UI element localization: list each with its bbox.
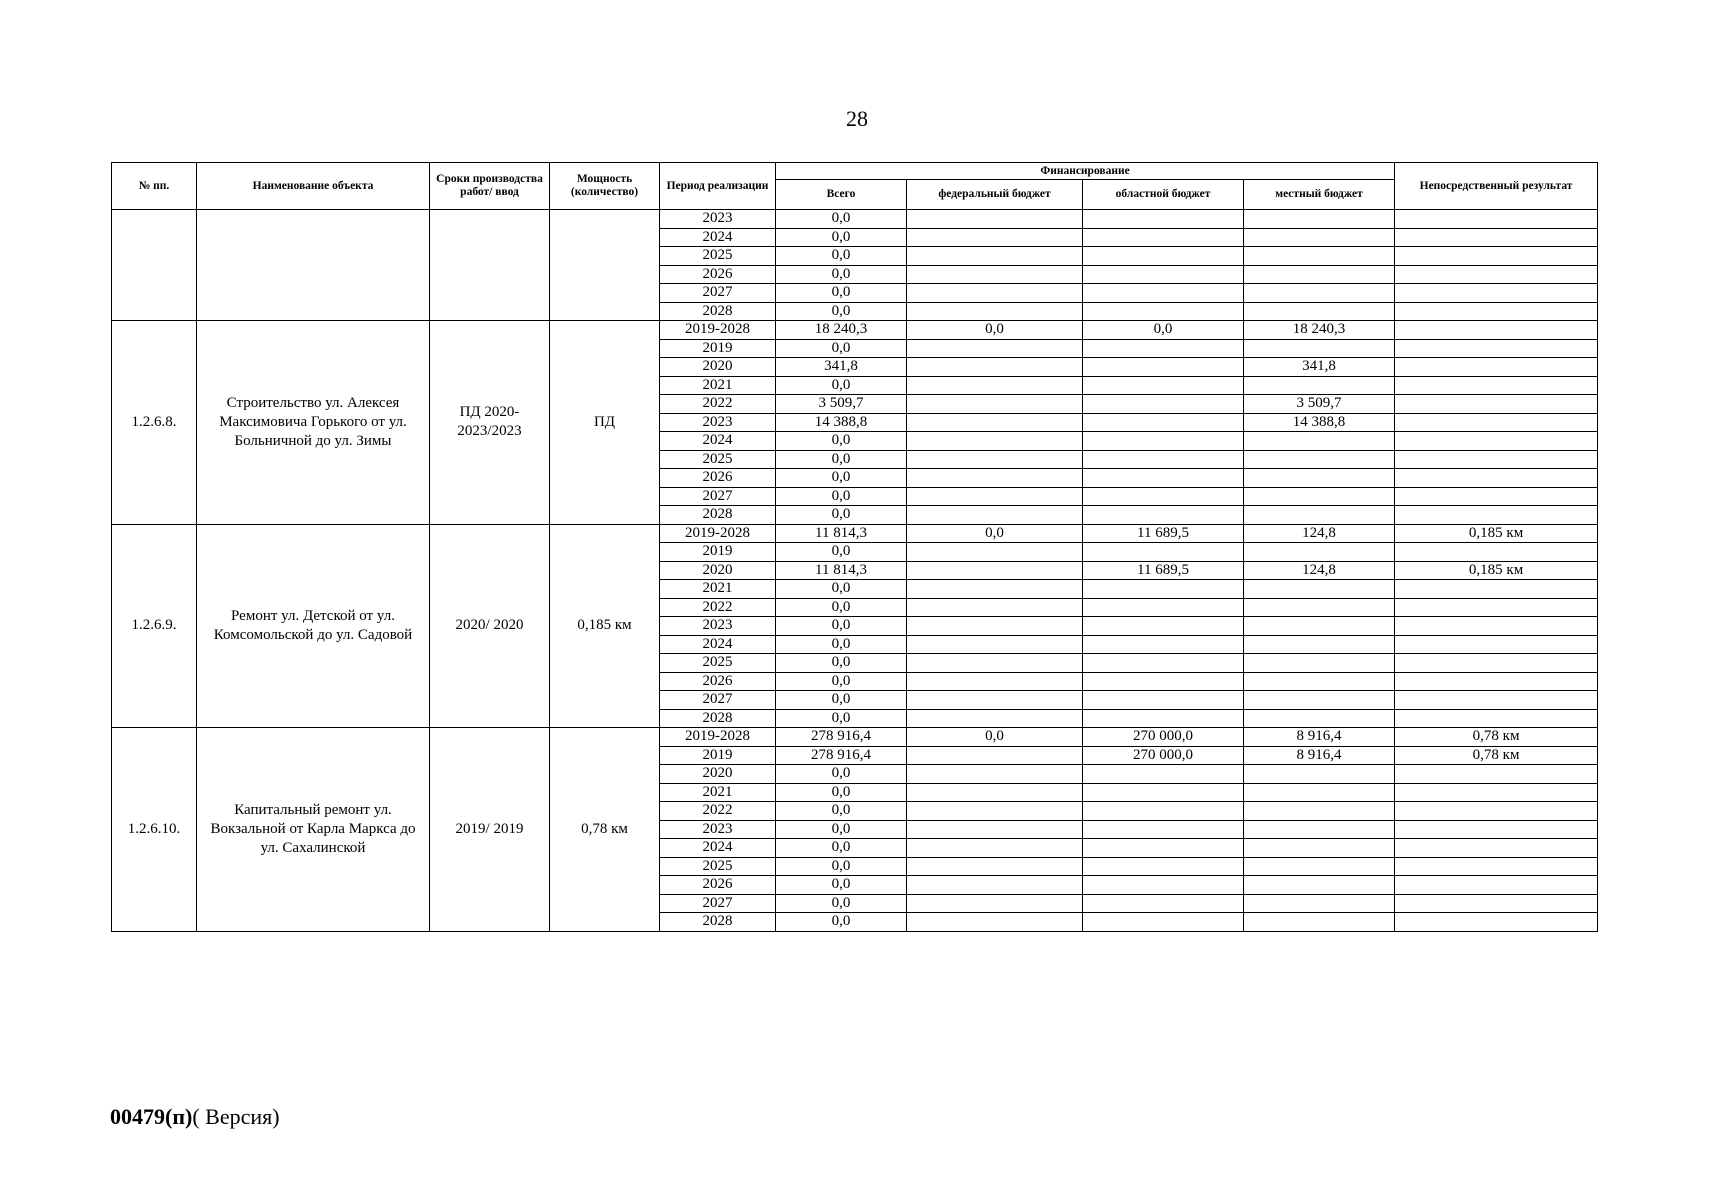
cell-object-name: Капитальный ремонт ул. Вокзальной от Карла Маркса до ул. Сахалинской (197, 728, 430, 932)
cell-federal (907, 247, 1083, 266)
cell-federal (907, 802, 1083, 821)
cell-total: 0,0 (776, 802, 907, 821)
cell-period: 2028 (660, 302, 776, 321)
cell-result (1395, 321, 1598, 340)
cell-federal (907, 339, 1083, 358)
cell-period: 2019 (660, 339, 776, 358)
cell-local (1244, 839, 1395, 858)
cell-regional (1083, 395, 1244, 414)
cell-total: 278 916,4 (776, 728, 907, 747)
cell-local (1244, 265, 1395, 284)
cell-capacity: 0,185 км (550, 524, 660, 728)
cell-federal: 0,0 (907, 728, 1083, 747)
cell-local (1244, 432, 1395, 451)
cell-local (1244, 691, 1395, 710)
cell-result (1395, 876, 1598, 895)
cell-local (1244, 635, 1395, 654)
cell-federal (907, 469, 1083, 488)
cell-regional (1083, 857, 1244, 876)
document-footer (110, 1104, 280, 1130)
cell-local (1244, 617, 1395, 636)
cell-object-name (197, 210, 430, 321)
cell-total: 0,0 (776, 765, 907, 784)
cell-result (1395, 506, 1598, 525)
cell-regional (1083, 358, 1244, 377)
cell-period: 2028 (660, 913, 776, 932)
cell-local (1244, 598, 1395, 617)
cell-period: 2021 (660, 783, 776, 802)
cell-period: 2028 (660, 506, 776, 525)
cell-total: 0,0 (776, 672, 907, 691)
cell-result (1395, 617, 1598, 636)
table-row (112, 728, 1598, 747)
cell-period: 2023 (660, 820, 776, 839)
cell-regional (1083, 894, 1244, 913)
cell-period: 2024 (660, 635, 776, 654)
cell-total: 0,0 (776, 247, 907, 266)
cell-federal (907, 598, 1083, 617)
cell-period: 2022 (660, 395, 776, 414)
cell-federal (907, 820, 1083, 839)
cell-regional: 11 689,5 (1083, 524, 1244, 543)
cell-result (1395, 395, 1598, 414)
cell-federal (907, 543, 1083, 562)
cell-federal (907, 580, 1083, 599)
cell-total: 0,0 (776, 876, 907, 895)
cell-local (1244, 654, 1395, 673)
cell-regional (1083, 339, 1244, 358)
cell-result (1395, 228, 1598, 247)
cell-period: 2019-2028 (660, 524, 776, 543)
cell-period: 2020 (660, 561, 776, 580)
header-name: Наименование объекта (197, 163, 430, 210)
cell-result: 0,185 км (1395, 561, 1598, 580)
cell-terms (430, 210, 550, 321)
cell-local (1244, 543, 1395, 562)
cell-federal (907, 672, 1083, 691)
cell-regional (1083, 709, 1244, 728)
cell-result (1395, 839, 1598, 858)
cell-period: 2027 (660, 284, 776, 303)
cell-local (1244, 376, 1395, 395)
header-local: местный бюджет (1244, 180, 1395, 210)
cell-num: 1.2.6.9. (112, 524, 197, 728)
cell-regional (1083, 247, 1244, 266)
cell-federal (907, 839, 1083, 858)
cell-federal (907, 284, 1083, 303)
cell-regional (1083, 265, 1244, 284)
cell-federal (907, 487, 1083, 506)
table-row (112, 321, 1598, 340)
cell-federal: 0,0 (907, 321, 1083, 340)
cell-result (1395, 247, 1598, 266)
cell-federal (907, 857, 1083, 876)
cell-period: 2023 (660, 617, 776, 636)
cell-local (1244, 339, 1395, 358)
header-federal: федеральный бюджет (907, 180, 1083, 210)
cell-total: 0,0 (776, 302, 907, 321)
header-result: Непосредственный результат (1395, 163, 1598, 210)
cell-period: 2022 (660, 598, 776, 617)
cell-period: 2019-2028 (660, 321, 776, 340)
cell-federal (907, 358, 1083, 377)
cell-result (1395, 284, 1598, 303)
cell-total: 341,8 (776, 358, 907, 377)
cell-result (1395, 820, 1598, 839)
cell-result (1395, 913, 1598, 932)
cell-local: 124,8 (1244, 561, 1395, 580)
cell-total: 0,0 (776, 783, 907, 802)
cell-regional (1083, 672, 1244, 691)
table-row (112, 210, 1598, 229)
cell-period: 2021 (660, 376, 776, 395)
cell-result: 0,185 км (1395, 524, 1598, 543)
cell-total: 0,0 (776, 376, 907, 395)
cell-local: 3 509,7 (1244, 395, 1395, 414)
cell-federal: 0,0 (907, 524, 1083, 543)
footer-version: ( Версия) (192, 1104, 280, 1129)
cell-regional (1083, 228, 1244, 247)
cell-period: 2025 (660, 654, 776, 673)
cell-regional (1083, 765, 1244, 784)
cell-total: 11 814,3 (776, 561, 907, 580)
cell-total: 0,0 (776, 691, 907, 710)
header-terms: Сроки производства работ/ ввод (430, 163, 550, 210)
cell-local (1244, 487, 1395, 506)
cell-federal (907, 506, 1083, 525)
cell-result (1395, 302, 1598, 321)
cell-object-name: Ремонт ул. Детской от ул. Комсомольской до ул. Садовой (197, 524, 430, 728)
cell-result (1395, 432, 1598, 451)
cell-total: 14 388,8 (776, 413, 907, 432)
cell-period: 2026 (660, 265, 776, 284)
cell-regional (1083, 413, 1244, 432)
cell-terms: 2020/ 2020 (430, 524, 550, 728)
cell-regional (1083, 543, 1244, 562)
cell-total: 278 916,4 (776, 746, 907, 765)
cell-local (1244, 783, 1395, 802)
cell-total: 0,0 (776, 913, 907, 932)
cell-local (1244, 284, 1395, 303)
cell-result (1395, 654, 1598, 673)
cell-regional (1083, 783, 1244, 802)
cell-result (1395, 413, 1598, 432)
cell-period: 2024 (660, 432, 776, 451)
footer-code: 00479(п) (110, 1104, 193, 1129)
cell-result (1395, 265, 1598, 284)
cell-federal (907, 691, 1083, 710)
cell-local (1244, 469, 1395, 488)
cell-regional (1083, 469, 1244, 488)
cell-result (1395, 358, 1598, 377)
cell-total: 0,0 (776, 543, 907, 562)
cell-result (1395, 894, 1598, 913)
cell-period: 2027 (660, 894, 776, 913)
cell-total: 0,0 (776, 709, 907, 728)
cell-period: 2027 (660, 691, 776, 710)
cell-period: 2025 (660, 247, 776, 266)
cell-num: 1.2.6.10. (112, 728, 197, 932)
cell-federal (907, 395, 1083, 414)
cell-regional (1083, 376, 1244, 395)
cell-total: 0,0 (776, 228, 907, 247)
cell-capacity: 0,78 км (550, 728, 660, 932)
cell-local: 8 916,4 (1244, 746, 1395, 765)
cell-result (1395, 543, 1598, 562)
cell-federal (907, 913, 1083, 932)
cell-regional (1083, 487, 1244, 506)
cell-local: 341,8 (1244, 358, 1395, 377)
cell-federal (907, 617, 1083, 636)
cell-period: 2026 (660, 876, 776, 895)
cell-total: 0,0 (776, 654, 907, 673)
cell-local (1244, 894, 1395, 913)
cell-local: 8 916,4 (1244, 728, 1395, 747)
cell-capacity (550, 210, 660, 321)
cell-federal (907, 228, 1083, 247)
cell-result (1395, 857, 1598, 876)
cell-federal (907, 894, 1083, 913)
cell-period: 2020 (660, 765, 776, 784)
cell-total: 0,0 (776, 210, 907, 229)
cell-result (1395, 802, 1598, 821)
cell-total: 0,0 (776, 265, 907, 284)
cell-federal (907, 635, 1083, 654)
cell-period: 2025 (660, 857, 776, 876)
cell-period: 2026 (660, 469, 776, 488)
cell-federal (907, 746, 1083, 765)
cell-regional (1083, 580, 1244, 599)
cell-local: 124,8 (1244, 524, 1395, 543)
cell-regional (1083, 820, 1244, 839)
cell-total: 0,0 (776, 432, 907, 451)
cell-regional: 270 000,0 (1083, 728, 1244, 747)
cell-result (1395, 580, 1598, 599)
cell-regional (1083, 210, 1244, 229)
cell-result (1395, 783, 1598, 802)
cell-local (1244, 802, 1395, 821)
table-body (112, 210, 1598, 932)
cell-regional: 270 000,0 (1083, 746, 1244, 765)
cell-period: 2028 (660, 709, 776, 728)
cell-regional (1083, 691, 1244, 710)
cell-regional (1083, 302, 1244, 321)
cell-result (1395, 339, 1598, 358)
cell-terms: ПД 2020-2023/2023 (430, 321, 550, 525)
table-row (112, 524, 1598, 543)
cell-result (1395, 709, 1598, 728)
cell-regional (1083, 432, 1244, 451)
cell-total: 0,0 (776, 450, 907, 469)
cell-result (1395, 635, 1598, 654)
cell-period: 2021 (660, 580, 776, 599)
cell-result: 0,78 км (1395, 728, 1598, 747)
cell-federal (907, 302, 1083, 321)
cell-federal (907, 783, 1083, 802)
cell-local (1244, 506, 1395, 525)
cell-period: 2019 (660, 543, 776, 562)
cell-result (1395, 691, 1598, 710)
cell-regional (1083, 802, 1244, 821)
cell-local (1244, 913, 1395, 932)
cell-total: 0,0 (776, 839, 907, 858)
cell-local (1244, 210, 1395, 229)
cell-total: 11 814,3 (776, 524, 907, 543)
cell-period: 2023 (660, 210, 776, 229)
cell-regional (1083, 654, 1244, 673)
page-number: 28 (846, 106, 868, 131)
cell-terms: 2019/ 2019 (430, 728, 550, 932)
cell-period: 2027 (660, 487, 776, 506)
cell-period: 2026 (660, 672, 776, 691)
cell-federal (907, 210, 1083, 229)
cell-period: 2025 (660, 450, 776, 469)
cell-period: 2023 (660, 413, 776, 432)
header-regional: областной бюджет (1083, 180, 1244, 210)
cell-period: 2024 (660, 839, 776, 858)
financing-table (111, 162, 1598, 932)
cell-total: 0,0 (776, 820, 907, 839)
cell-total: 0,0 (776, 635, 907, 654)
cell-local: 18 240,3 (1244, 321, 1395, 340)
header-total: Всего (776, 180, 907, 210)
cell-result (1395, 672, 1598, 691)
cell-local (1244, 228, 1395, 247)
cell-federal (907, 561, 1083, 580)
header-period: Период реализации (660, 163, 776, 210)
cell-result (1395, 376, 1598, 395)
cell-federal (907, 709, 1083, 728)
cell-result (1395, 598, 1598, 617)
cell-total: 18 240,3 (776, 321, 907, 340)
cell-regional (1083, 635, 1244, 654)
cell-local (1244, 672, 1395, 691)
cell-total: 0,0 (776, 506, 907, 525)
cell-local (1244, 450, 1395, 469)
cell-local (1244, 765, 1395, 784)
cell-period: 2019-2028 (660, 728, 776, 747)
cell-object-name: Строительство ул. Алексея Максимовича Горького от ул. Больничной до ул. Зимы (197, 321, 430, 525)
cell-regional (1083, 450, 1244, 469)
cell-regional: 11 689,5 (1083, 561, 1244, 580)
cell-federal (907, 376, 1083, 395)
cell-federal (907, 265, 1083, 284)
header-financing: Финансирование (776, 163, 1395, 180)
cell-local (1244, 820, 1395, 839)
cell-regional (1083, 284, 1244, 303)
cell-local (1244, 580, 1395, 599)
cell-total: 3 509,7 (776, 395, 907, 414)
cell-local (1244, 876, 1395, 895)
cell-num (112, 210, 197, 321)
header-capacity: Мощность (количество) (550, 163, 660, 210)
cell-regional: 0,0 (1083, 321, 1244, 340)
cell-result (1395, 210, 1598, 229)
cell-num: 1.2.6.8. (112, 321, 197, 525)
cell-regional (1083, 506, 1244, 525)
cell-period: 2024 (660, 228, 776, 247)
cell-total: 0,0 (776, 598, 907, 617)
cell-result (1395, 469, 1598, 488)
cell-federal (907, 432, 1083, 451)
cell-period: 2019 (660, 746, 776, 765)
cell-federal (907, 876, 1083, 895)
cell-total: 0,0 (776, 469, 907, 488)
cell-result (1395, 450, 1598, 469)
cell-federal (907, 765, 1083, 784)
cell-local (1244, 709, 1395, 728)
cell-local (1244, 857, 1395, 876)
cell-total: 0,0 (776, 894, 907, 913)
cell-federal (907, 413, 1083, 432)
cell-regional (1083, 839, 1244, 858)
cell-total: 0,0 (776, 857, 907, 876)
cell-regional (1083, 598, 1244, 617)
cell-federal (907, 654, 1083, 673)
cell-regional (1083, 617, 1244, 636)
cell-result (1395, 487, 1598, 506)
cell-regional (1083, 876, 1244, 895)
header-num: № пп. (112, 163, 197, 210)
cell-period: 2020 (660, 358, 776, 377)
cell-total: 0,0 (776, 580, 907, 599)
cell-regional (1083, 913, 1244, 932)
cell-total: 0,0 (776, 487, 907, 506)
cell-local (1244, 247, 1395, 266)
cell-result (1395, 765, 1598, 784)
cell-local: 14 388,8 (1244, 413, 1395, 432)
cell-period: 2022 (660, 802, 776, 821)
cell-federal (907, 450, 1083, 469)
cell-local (1244, 302, 1395, 321)
cell-total: 0,0 (776, 617, 907, 636)
cell-total: 0,0 (776, 339, 907, 358)
cell-result: 0,78 км (1395, 746, 1598, 765)
cell-total: 0,0 (776, 284, 907, 303)
cell-capacity: ПД (550, 321, 660, 525)
